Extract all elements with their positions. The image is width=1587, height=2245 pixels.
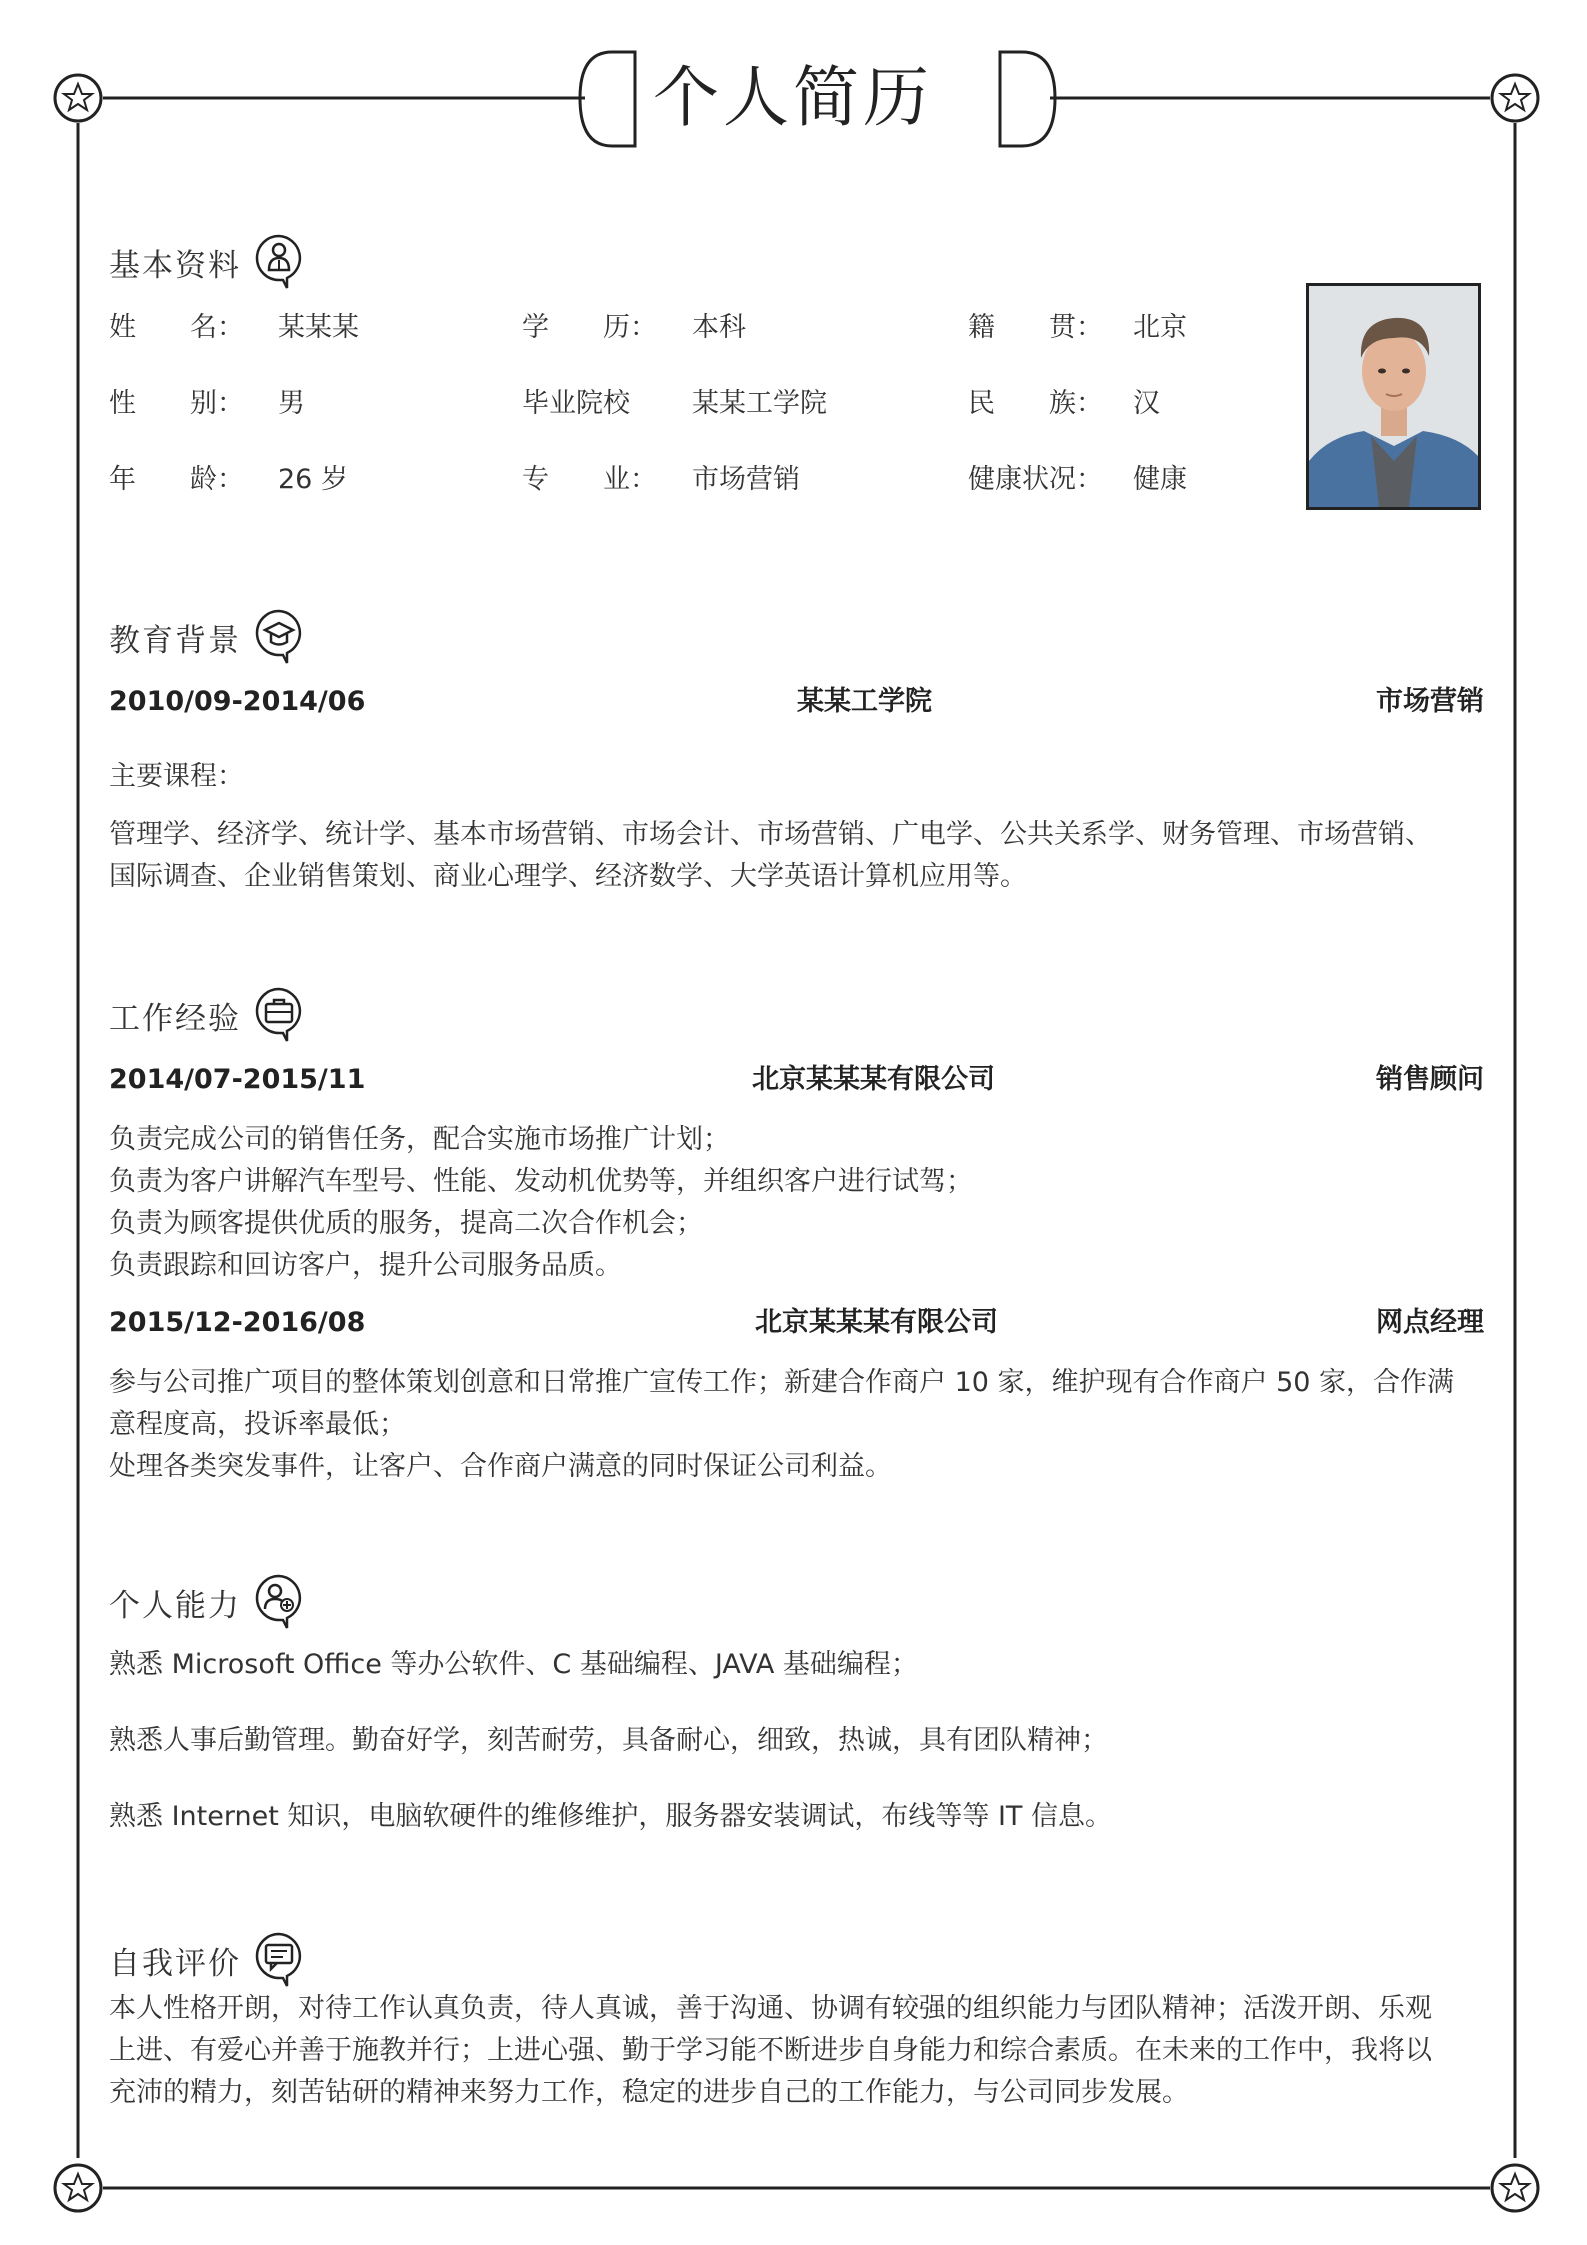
job2-duty: 处理各类突发事件，让客户、合作商户满意的同时保证公司利益。 bbox=[109, 1451, 892, 1482]
job1-company: 北京某某某有限公司 bbox=[752, 1064, 995, 1095]
self-evaluation-line: 充沛的精力，刻苦钻研的精神来努力工作，稳定的进步自己的工作能力，与公司同步发展。 bbox=[109, 2077, 1189, 2108]
field-gender-value: 男 bbox=[278, 388, 305, 419]
courses-line: 国际调查、企业销售策划、商业心理学、经济数学、大学英语计算机应用等。 bbox=[109, 861, 1027, 892]
education-period: 2010/09-2014/06 bbox=[109, 686, 366, 717]
skill-item: 熟悉人事后勤管理。勤奋好学，刻苦耐劳，具备耐心，细致，热诚，具有团队精神； bbox=[109, 1725, 1108, 1756]
skill-item: 熟悉 Internet 知识，电脑软硬件的维修维护，服务器安装调试，布线等等 IT 信息。 bbox=[109, 1801, 1112, 1832]
self-evaluation-line: 本人性格开朗，对待工作认真负责，待人真诚，善于沟通、协调有较强的组织能力与团队精神；活泼开朗、乐观 bbox=[109, 1993, 1432, 2024]
field-origin-label: 籍 贯： bbox=[968, 312, 1103, 343]
user-plus-icon bbox=[253, 1573, 305, 1631]
chat-icon bbox=[253, 1931, 305, 1989]
field-major-value: 市场营销 bbox=[692, 464, 800, 495]
job1-duties bbox=[109, 1119, 1489, 1287]
field-degree-label: 学 历： bbox=[522, 312, 657, 343]
avatar-illustration bbox=[1309, 286, 1478, 507]
job1-period: 2014/07-2015/11 bbox=[109, 1064, 366, 1095]
corner-star-top-right bbox=[1492, 75, 1538, 121]
corner-star-top-left bbox=[55, 75, 101, 121]
corner-star-bottom-left bbox=[55, 2165, 101, 2211]
self-evaluation-line: 上进、有爱心并善于施教并行；上进心强、勤于学习能不断进步自身能力和综合素质。在未来的工作中，我将以 bbox=[109, 2035, 1432, 2066]
field-degree-value: 本科 bbox=[692, 312, 746, 343]
field-name-value: 某某某 bbox=[278, 312, 359, 343]
section-education-title: 教育背景 bbox=[109, 622, 241, 659]
section-skills-header bbox=[109, 1572, 305, 1632]
section-self-header bbox=[109, 1930, 305, 1990]
courses-label: 主要课程： bbox=[109, 761, 244, 792]
field-gender-label: 性 别： bbox=[109, 388, 244, 419]
job2-duty: 意程度高，投诉率最低； bbox=[109, 1409, 406, 1440]
field-age-label: 年 龄： bbox=[109, 464, 244, 495]
job2-duty: 参与公司推广项目的整体策划创意和日常推广宣传工作；新建合作商户 10 家，维护现有合作商户 50 家，合作满 bbox=[109, 1367, 1455, 1398]
field-health-label: 健康状况： bbox=[968, 464, 1103, 495]
job2-position: 网点经理 bbox=[1376, 1307, 1484, 1338]
section-self-title: 自我评价 bbox=[109, 1945, 241, 1982]
field-name-label: 姓 名： bbox=[109, 312, 244, 343]
person-icon bbox=[253, 233, 305, 291]
job1-duty: 负责为客户讲解汽车型号、性能、发动机优势等，并组织客户进行试驾； bbox=[109, 1166, 973, 1197]
job2-duties bbox=[109, 1362, 1489, 1488]
section-education-header bbox=[109, 607, 305, 667]
job2-period: 2015/12-2016/08 bbox=[109, 1307, 366, 1338]
self-evaluation-text bbox=[109, 1988, 1489, 2114]
field-school-value: 某某工学院 bbox=[692, 388, 827, 419]
section-skills-title: 个人能力 bbox=[109, 1587, 241, 1624]
job1-duty: 负责完成公司的销售任务，配合实施市场推广计划； bbox=[109, 1124, 730, 1155]
section-basic-title: 基本资料 bbox=[109, 247, 241, 284]
section-work-title: 工作经验 bbox=[109, 1000, 241, 1037]
section-basic-header bbox=[109, 232, 305, 292]
field-origin-value: 北京 bbox=[1133, 312, 1187, 343]
courses-text bbox=[109, 814, 1489, 898]
field-ethnicity-value: 汉 bbox=[1133, 388, 1160, 419]
graduation-cap-icon bbox=[253, 608, 305, 666]
profile-photo bbox=[1306, 283, 1481, 510]
courses-line: 管理学、经济学、统计学、基本市场营销、市场会计、市场营销、广电学、公共关系学、财务管理、市场营销、 bbox=[109, 819, 1432, 850]
page-title: 个人简历 bbox=[653, 59, 933, 136]
skill-item: 熟悉 Microsoft Office 等办公软件、C 基础编程、JAVA 基础编程； bbox=[109, 1649, 918, 1680]
job1-position: 销售顾问 bbox=[1376, 1064, 1484, 1095]
job2-company: 北京某某某有限公司 bbox=[755, 1307, 998, 1338]
field-ethnicity-label: 民 族： bbox=[968, 388, 1103, 419]
corner-star-bottom-right bbox=[1492, 2165, 1538, 2211]
job1-duty: 负责跟踪和回访客户，提升公司服务品质。 bbox=[109, 1250, 622, 1281]
education-school: 某某工学院 bbox=[797, 686, 932, 717]
job1-duty: 负责为顾客提供优质的服务，提高二次合作机会； bbox=[109, 1208, 703, 1239]
field-health-value: 健康 bbox=[1133, 464, 1187, 495]
field-age-value: 26 岁 bbox=[278, 464, 348, 495]
education-major: 市场营销 bbox=[1376, 686, 1484, 717]
field-major-label: 专 业： bbox=[522, 464, 657, 495]
section-work-header bbox=[109, 985, 305, 1045]
briefcase-icon bbox=[253, 986, 305, 1044]
field-school-label: 毕业院校 bbox=[522, 388, 630, 419]
